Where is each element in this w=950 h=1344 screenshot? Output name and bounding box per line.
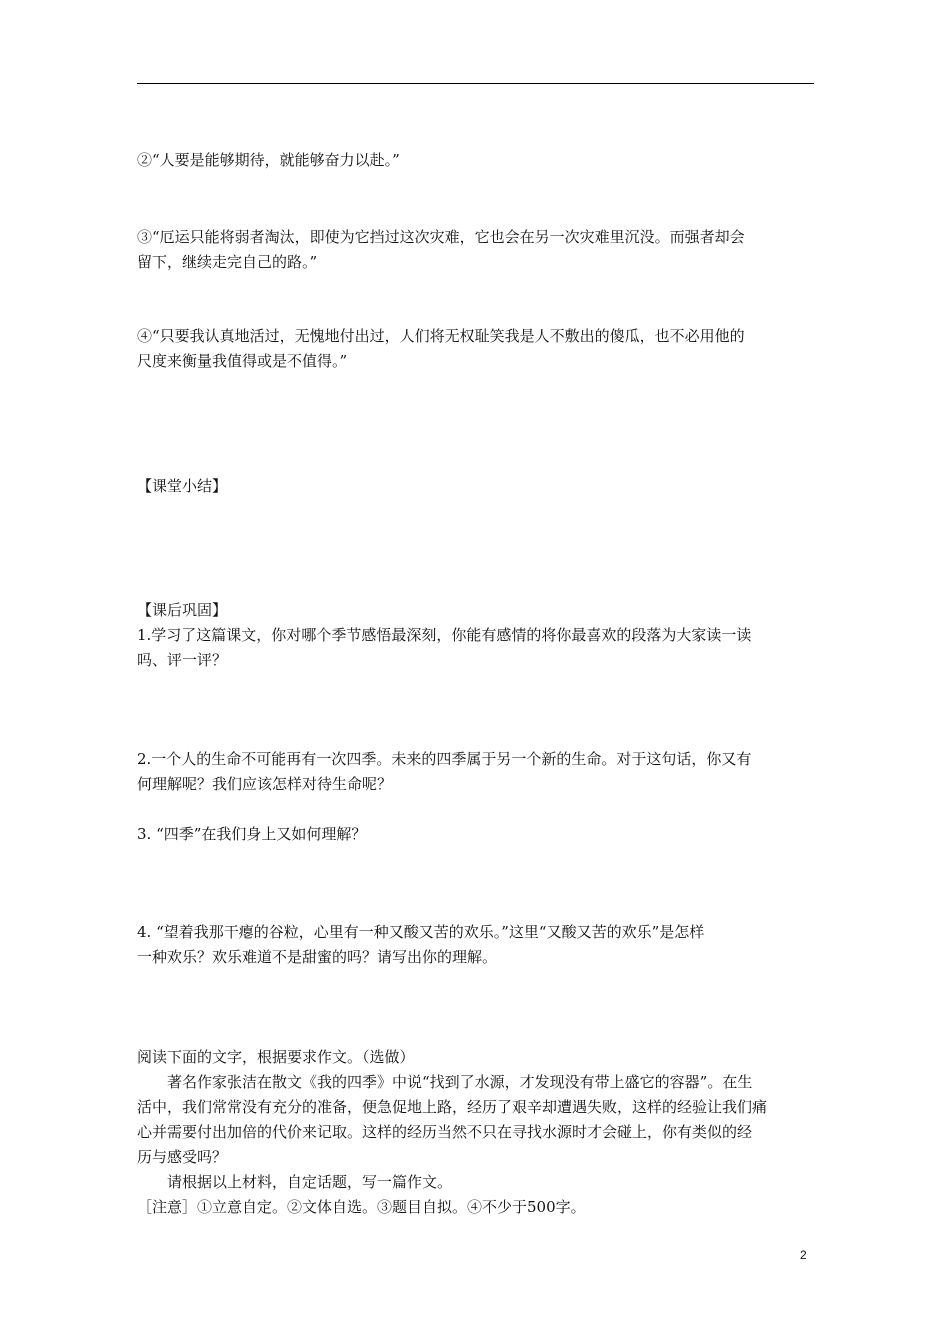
essay-instruction: 请根据以上材料，自定话题，写一篇作文。: [167, 1173, 453, 1191]
summary-heading: 【课堂小结】: [137, 477, 228, 495]
consolidation-heading: 【课后巩固】: [137, 601, 228, 619]
essay-intro: 阅读下面的文字，根据要求作文。（选做）: [137, 1048, 415, 1066]
essay-material: 著名作家张洁在散文《我的四季》中说“找到了水源，才发现没有带上盛它的容器”。在生 活中，我们常常没有充分的准备，便急促地上路，经历了艰辛却遭遇失败，这样的经验让我们痛 心并需要付出加倍的代价来记取。这样的经历当然不只在寻找水源时才会碰上，你有类似的经 历与感受吗？: [137, 1073, 768, 1166]
essay-note: ［注意］①立意自定。②文体自选。③题目自拟。④不少于500字。: [137, 1198, 586, 1216]
consolidation-question-1: 1.学习了这篇课文，你对哪个季节感悟最深刻，你能有感情的将你最喜欢的段落为大家读一读 吗、评一评？: [137, 626, 752, 669]
header-rule: [137, 83, 814, 84]
quote-2: ②“人要是能够期待，就能够奋力以赴。”: [137, 151, 400, 169]
quote-3-line-2: 留下，继续走完自己的路。”: [137, 253, 318, 271]
consolidation-question-3: 3. “四季”在我们身上又如何理解？: [137, 825, 367, 843]
quote-4-line-2: 尺度来衡量我值得或是不值得。”: [137, 352, 348, 370]
page-number: 2: [800, 1248, 807, 1262]
quote-4-line-1: ④“只要我认真地活过，无愧地付出过，人们将无权耻笑我是人不敷出的傻瓜，也不必用他的: [137, 327, 745, 345]
consolidation-question-4: 4. “望着我那干瘪的谷粒，心里有一种又酸又苦的欢乐。”这里“又酸又苦的欢乐”是怎样 一种欢乐？欢乐难道不是甜蜜的吗？请写出你的理解。: [137, 923, 705, 966]
quote-3: [137, 225, 814, 275]
quote-3-line-1: ③“厄运只能将弱者淘汰，即使为它挡过这次灾难，它也会在另一次灾难里沉没。而强者却会: [137, 228, 745, 246]
consolidation-question-2: 2.一个人的生命不可能再有一次四季。未来的四季属于另一个新的生命。对于这句话，你又有 何理解呢？我们应该怎样对待生命呢？: [137, 750, 752, 793]
quote-4: [137, 324, 814, 374]
